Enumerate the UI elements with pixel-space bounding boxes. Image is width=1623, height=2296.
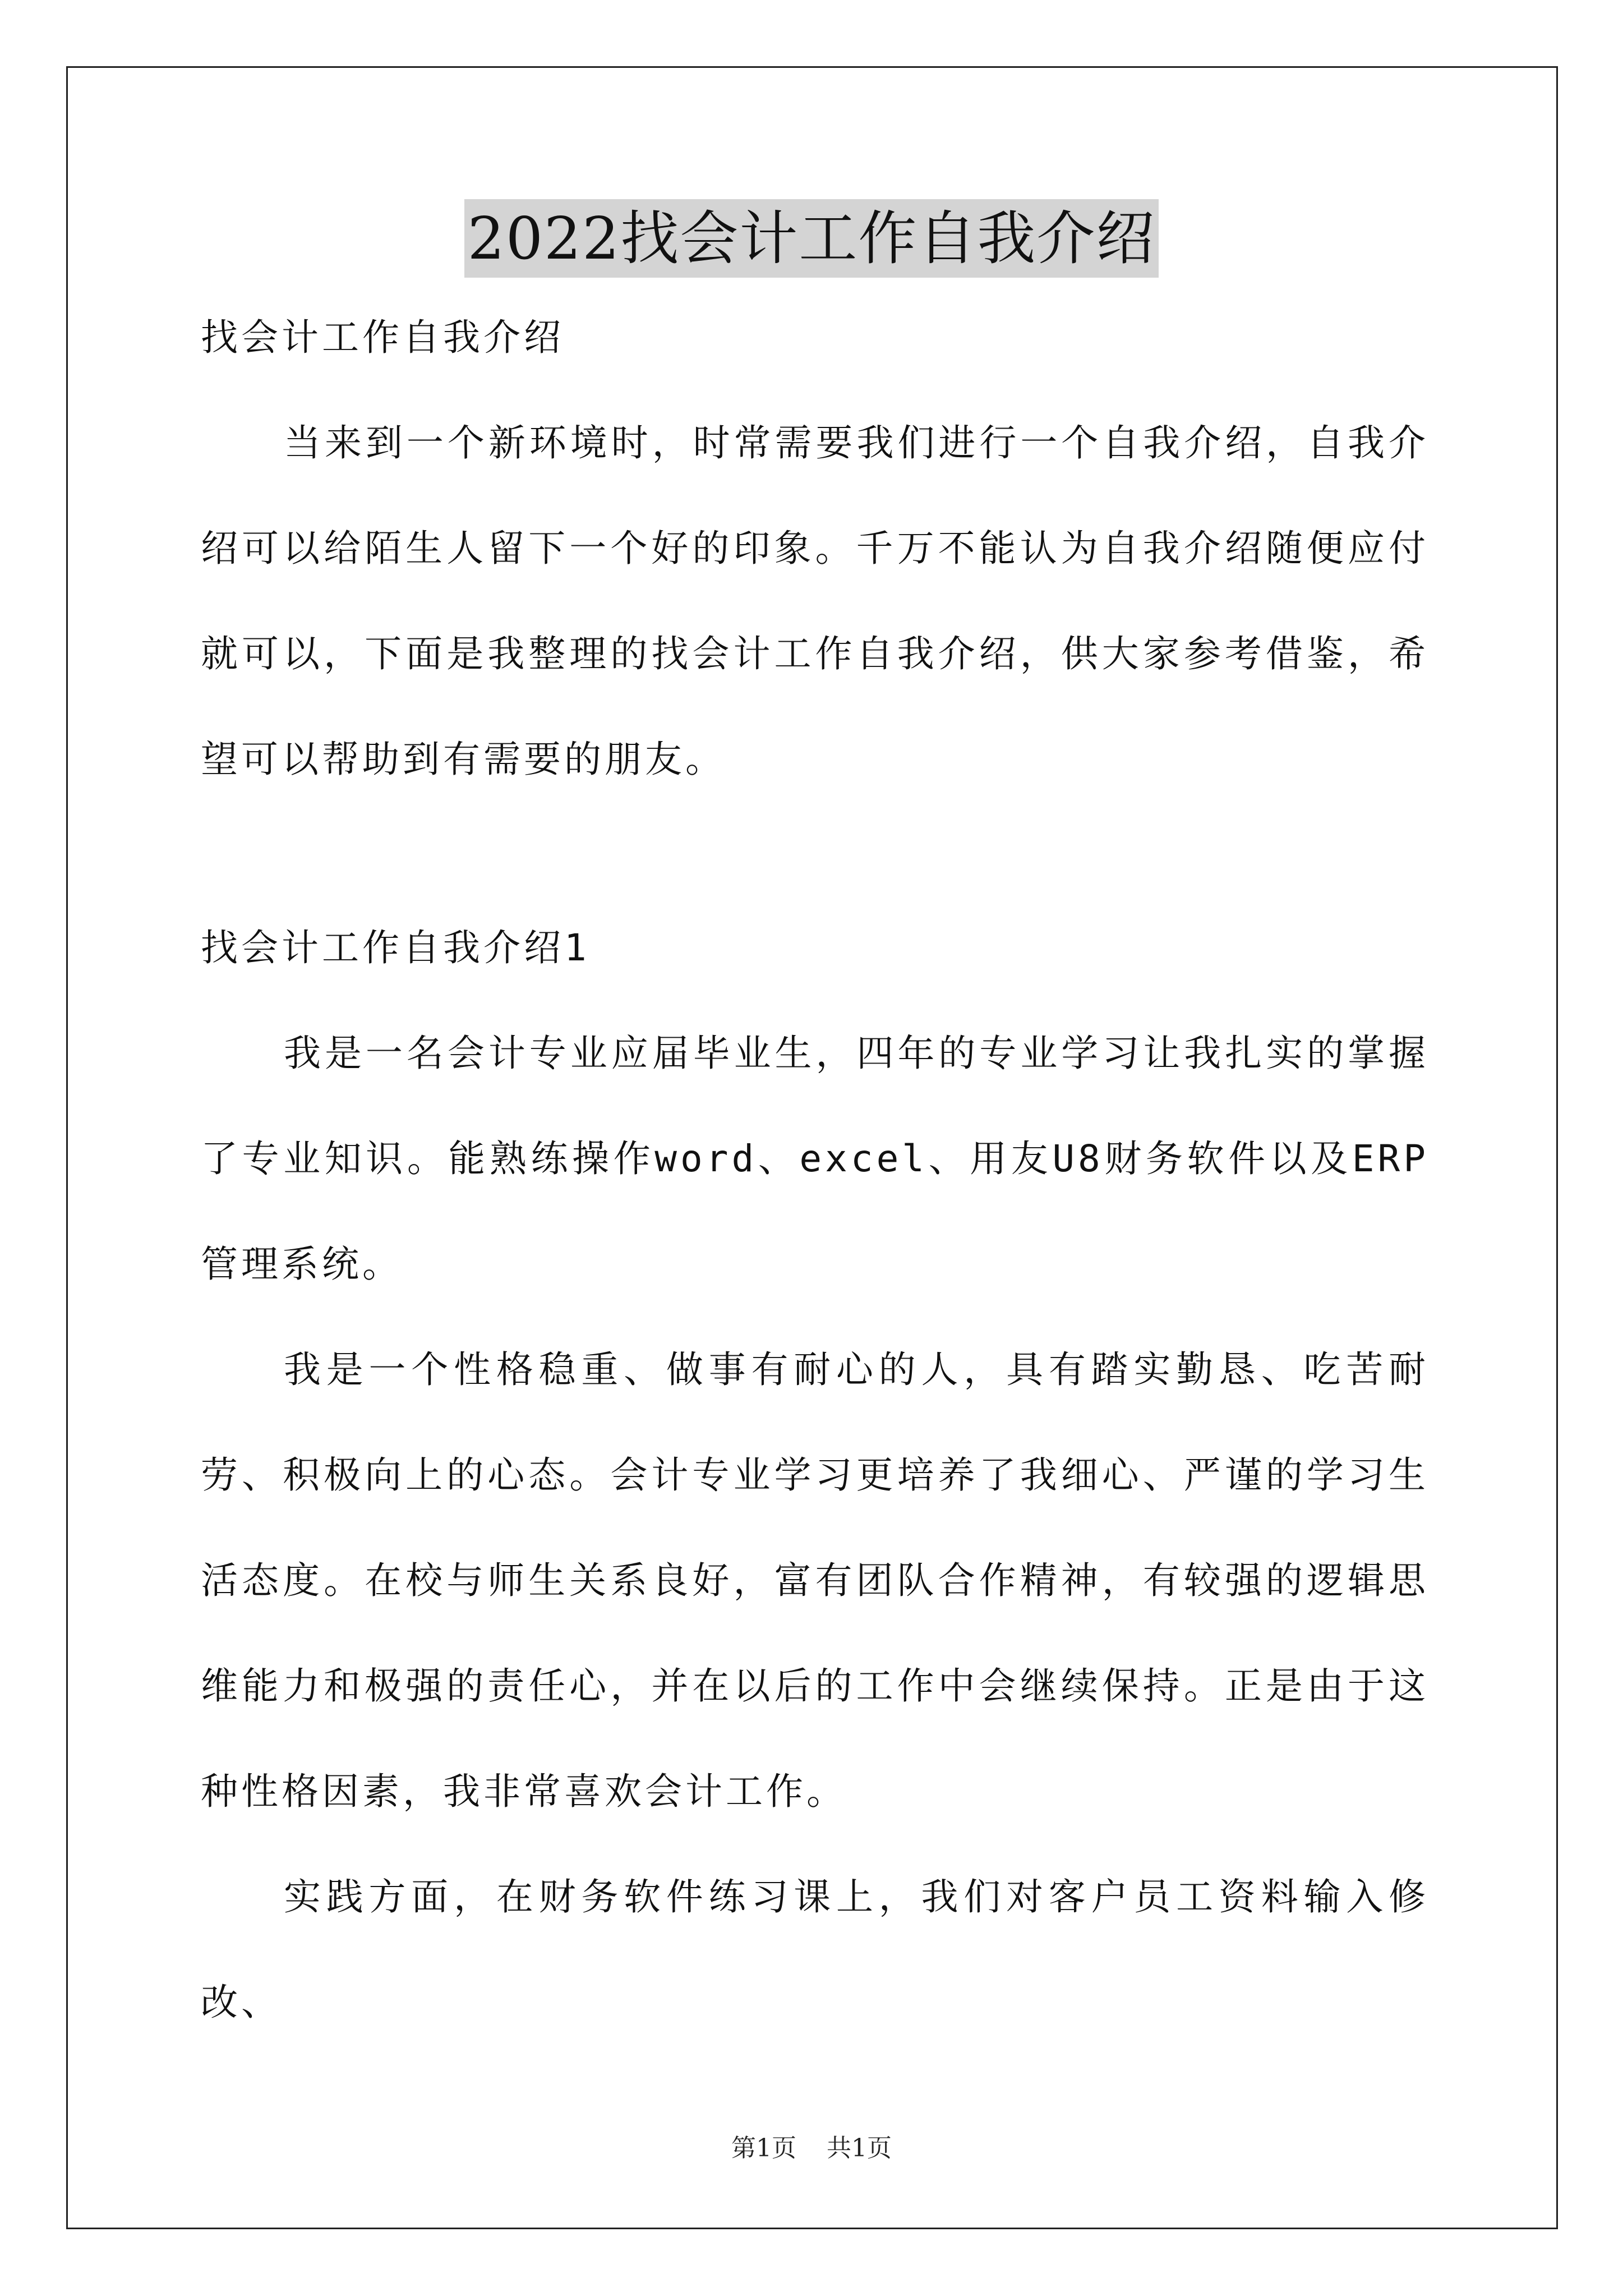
page-footer: [0, 2132, 1623, 2165]
page-number-current: 第1页: [731, 2134, 796, 2162]
title-container: [0, 199, 1623, 278]
page-number-total: 共1页: [827, 2134, 892, 2162]
section1-paragraph-3: 实践方面，在财务软件练习课上，我们对客户员工资料输入修改、: [201, 1875, 1429, 2024]
document-body: [201, 314, 1429, 2055]
intro-paragraph: 当来到一个新环境时，时常需要我们进行一个自我介绍，自我介绍可以给陌生人留下一个好的印象。千万不能认为自我介绍随便应付就可以，下面是我整理的找会计工作自我介绍，供大家参考借鉴，希望可以帮助到有需要的朋友。: [201, 421, 1429, 781]
document-title: 2022找会计工作自我介绍: [464, 199, 1159, 278]
section1-paragraph-1: 我是一名会计专业应届毕业生，四年的专业学习让我扎实的掌握了专业知识。能熟练操作word、excel、用友U8财务软件以及ERP管理系统。: [201, 1032, 1429, 1286]
intro-heading: 找会计工作自我介绍: [201, 316, 564, 359]
section1-heading: 找会计工作自我介绍1: [201, 926, 590, 969]
section1-paragraph-2: 我是一个性格稳重、做事有耐心的人，具有踏实勤恳、吃苦耐劳、积极向上的心态。会计专业学习更培养了我细心、严谨的学习生活态度。在校与师生关系良好，富有团队合作精神，有较强的逻辑思维能力和极强的责任心，并在以后的工作中会继续保持。正是由于这种性格因素，我非常喜欢会计工作。: [201, 1348, 1429, 1813]
